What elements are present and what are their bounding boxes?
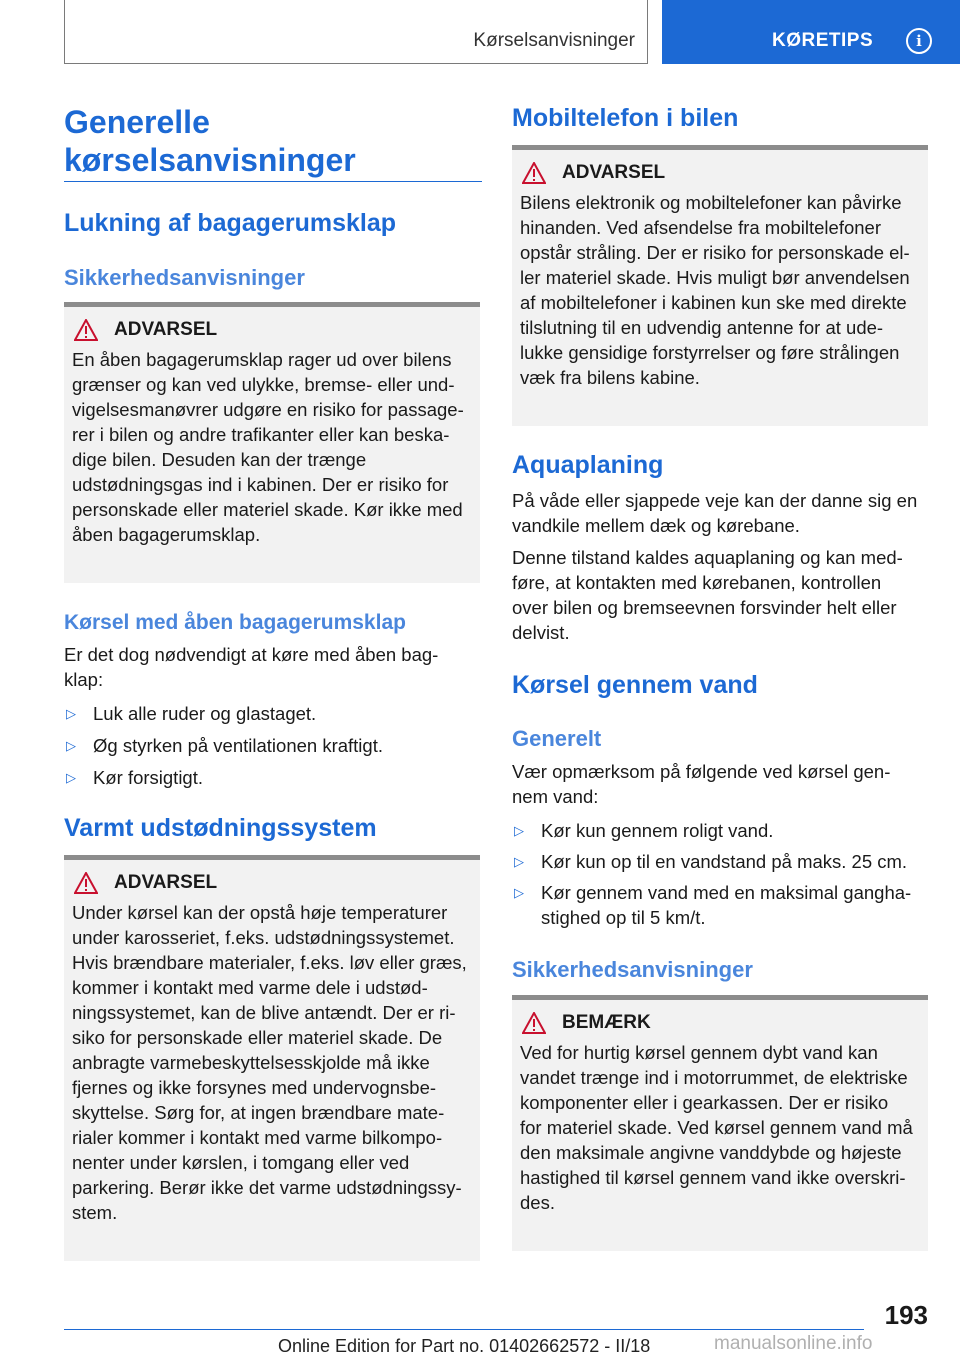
warning-text-line: nenter under kørslen, i tomgang eller ved: [72, 1152, 410, 1173]
warning-text-line: Bilens elektronik og mobiltelefoner kan påvirke: [520, 192, 902, 213]
warning-label: ADVARSEL: [114, 319, 218, 340]
note-title: [522, 1012, 920, 1034]
list-item: [512, 880, 928, 930]
warning-text-line: ningssystemet, kan de blive antændt. Der er ri-: [72, 1002, 456, 1023]
note-text-line: for materiel skade. Ved kørsel gennem vand må: [520, 1117, 913, 1138]
warning-text-line: grænser og kan ved ulykke, bremse- eller und-: [72, 374, 455, 395]
note-text-line: Ved for hurtig kørsel gennem dybt vand kan: [520, 1042, 878, 1063]
list-item-text: Øg styrken på ventilationen kraftigt.: [93, 735, 383, 756]
warning-triangle-icon: [74, 319, 98, 341]
note-box-vand: [512, 995, 928, 1251]
paragraph-line: føre, at kontakten med kørebanen, kontrollen: [512, 572, 882, 593]
warning-title: [74, 319, 472, 341]
paragraph-line: klap:: [64, 669, 104, 690]
paragraph-line: over bilen og bremseevnen forsvinder helt eller: [512, 597, 897, 618]
note-label: BEMÆRK: [562, 1012, 651, 1033]
note-text-line: des.: [520, 1192, 555, 1213]
warning-triangle-icon: [522, 1012, 546, 1034]
info-icon: i: [906, 28, 932, 54]
paragraph-aquaplaning-2: [512, 545, 928, 645]
warning-text-line: rialer kommer i kontakt med varme bilkompo-: [72, 1127, 443, 1148]
page-number: 193: [884, 1300, 928, 1330]
bullet-triangle-icon: ▷: [66, 770, 76, 785]
warning-text-line: fjernes og ikke forsynes med undervognsbe-: [72, 1077, 437, 1098]
paragraph-aaben: [64, 642, 482, 692]
header-chapter-tab[interactable]: [662, 0, 960, 64]
warning-text-line: En åben bagagerumsklap rager ud over bilens: [72, 349, 452, 370]
list-item: [64, 765, 482, 790]
header-chapter-label: KØRETIPS: [772, 30, 874, 51]
note-text-line: den maksimale angivne vanddybde og højeste: [520, 1142, 902, 1163]
warning-text-line: tilslutning til en udvendig antenne for at ude-: [520, 317, 884, 338]
heading-sikkerhedsanvisninger: Sikkerhedsanvisninger: [64, 265, 305, 290]
warning-text: [72, 347, 472, 547]
warning-text-line: vigelsesmanøvrer udgøre en risiko for passage-: [72, 399, 464, 420]
warning-text-line: Under kørsel kan der opstå høje temperaturer: [72, 902, 448, 923]
warning-text-line: ler materiel skade. Hvis muligt bør anvendelsen: [520, 267, 910, 288]
warning-title: [522, 162, 920, 184]
heading-mobiltelefon: Mobiltelefon i bilen: [512, 104, 739, 132]
edition-text: Online Edition for Part no. 01402662572 - II/18: [278, 1336, 651, 1356]
note-text-line: komponenter eller i gearkassen. Der er risiko: [520, 1092, 889, 1113]
warning-text-line: af mobiltelefoner i kabinen kun ske med direkte: [520, 292, 907, 313]
warning-box-udstoedning: [64, 855, 480, 1261]
warning-text: [520, 190, 920, 390]
list-item-text: Kør forsigtigt.: [93, 767, 203, 788]
heading-aaben-bagagerumsklap: Kørsel med åben bagagerumsklap: [64, 611, 406, 634]
heading-generelt: Generelt: [512, 726, 602, 751]
warning-text-line: åben bagagerumsklap.: [72, 524, 261, 545]
watermark: manualsonline.info: [714, 1333, 873, 1354]
title-rule: [64, 181, 482, 182]
header-section-title: Kørselsanvisninger: [473, 30, 635, 51]
warning-text-line: anbragte varmebeskyttelsesskjolde må ikke: [72, 1052, 430, 1073]
list-item-text: stighed op til 5 km/t.: [541, 907, 706, 928]
list-vand: [512, 818, 928, 936]
heading-aquaplaning: Aquaplaning: [512, 451, 664, 479]
warning-text-line: hinanden. Ved afsendelse fra mobiltelefoner: [520, 217, 882, 238]
warning-box-mobiltelefon: [512, 145, 928, 426]
paragraph-line: På våde eller sjappede veje kan der danne sig en: [512, 490, 918, 511]
list-item: [512, 849, 928, 874]
paragraph-line: vandkile mellem dæk og kørebane.: [512, 515, 800, 536]
note-text: [520, 1040, 920, 1215]
list-item: [512, 818, 928, 843]
page-title-line2: kørselsanvisninger: [64, 142, 356, 178]
heading-sikkerhedsanvisninger-2: Sikkerhedsanvisninger: [512, 957, 753, 982]
bullet-triangle-icon: ▷: [514, 885, 524, 900]
warning-text-line: dige bilen. Desuden kan der trænge: [72, 449, 367, 470]
warning-text-line: stem.: [72, 1202, 118, 1223]
heading-varmt-udstoedning: Varmt udstødningssystem: [64, 814, 377, 842]
warning-text: [72, 900, 472, 1225]
warning-triangle-icon: [522, 162, 546, 184]
paragraph-line: Vær opmærksom på følgende ved kørsel gen-: [512, 761, 891, 782]
warning-text-line: siko for personskade eller materiel skade. De: [72, 1027, 443, 1048]
bullet-triangle-icon: ▷: [514, 823, 524, 838]
bullet-triangle-icon: ▷: [66, 738, 76, 753]
warning-label: ADVARSEL: [562, 162, 666, 183]
warning-text-line: parkering. Berør ikke det varme udstødningssy-: [72, 1177, 462, 1198]
warning-text-line: Hvis brændbare materialer, f.eks. løv eller græs,: [72, 952, 467, 973]
bullet-triangle-icon: ▷: [66, 706, 76, 721]
page-title: [64, 103, 356, 179]
warning-text-line: skyttelse. Sørg for, at ingen brændbare mate-: [72, 1102, 445, 1123]
list-item-text: Kør kun gennem roligt vand.: [541, 820, 774, 841]
paragraph-line: nem vand:: [512, 786, 599, 807]
warning-text-line: kommer i kontakt med varme dele i udstød-: [72, 977, 428, 998]
list-item-text: Kør gennem vand med en maksimal gangha-: [541, 882, 912, 903]
paragraph-line: delvist.: [512, 622, 570, 643]
list-item-text: Kør kun op til en vandstand på maks. 25 cm.: [541, 851, 908, 872]
footer-rule: [64, 1329, 864, 1330]
list-aaben: [64, 701, 482, 797]
list-item: [64, 701, 482, 726]
warning-text-line: udstødningsgas ind i kabinen. Der er risiko for: [72, 474, 449, 495]
paragraph-vand: [512, 759, 928, 809]
warning-text-line: lukke gensidige forstyrrelser og føre strålingen: [520, 342, 900, 363]
paragraph-aquaplaning-1: [512, 488, 928, 538]
warning-label: ADVARSEL: [114, 872, 218, 893]
bullet-triangle-icon: ▷: [514, 854, 524, 869]
warning-text-line: under karosseriet, f.eks. udstødningssystemet.: [72, 927, 455, 948]
warning-text-line: væk fra bilens kabine.: [520, 367, 700, 388]
header-section-box: [64, 0, 648, 64]
paragraph-line: Denne tilstand kaldes aquaplaning og kan med-: [512, 547, 903, 568]
list-item: [64, 733, 482, 758]
page-title-line1: Generelle: [64, 104, 210, 140]
heading-koersel-gennem-vand: Kørsel gennem vand: [512, 671, 758, 699]
warning-triangle-icon: [74, 872, 98, 894]
warning-text-line: opstår stråling. Der er risiko for personskade el-: [520, 242, 910, 263]
list-item-text: Luk alle ruder og glastaget.: [93, 703, 317, 724]
note-text-line: vandet trænge ind i motorrummet, de elektriske: [520, 1067, 908, 1088]
warning-text-line: rer i bilen og andre trafikanter eller kan beska-: [72, 424, 450, 445]
heading-bagagerumsklap: Lukning af bagagerumsklap: [64, 209, 397, 237]
note-text-line: hastighed til kørsel gennem vand ikke overskri-: [520, 1167, 906, 1188]
warning-title: [74, 872, 472, 894]
paragraph-line: Er det dog nødvendigt at køre med åben bag-: [64, 644, 439, 665]
warning-text-line: personskade eller materiel skade. Kør ikke med: [72, 499, 463, 520]
warning-box-bagagerum: [64, 302, 480, 583]
